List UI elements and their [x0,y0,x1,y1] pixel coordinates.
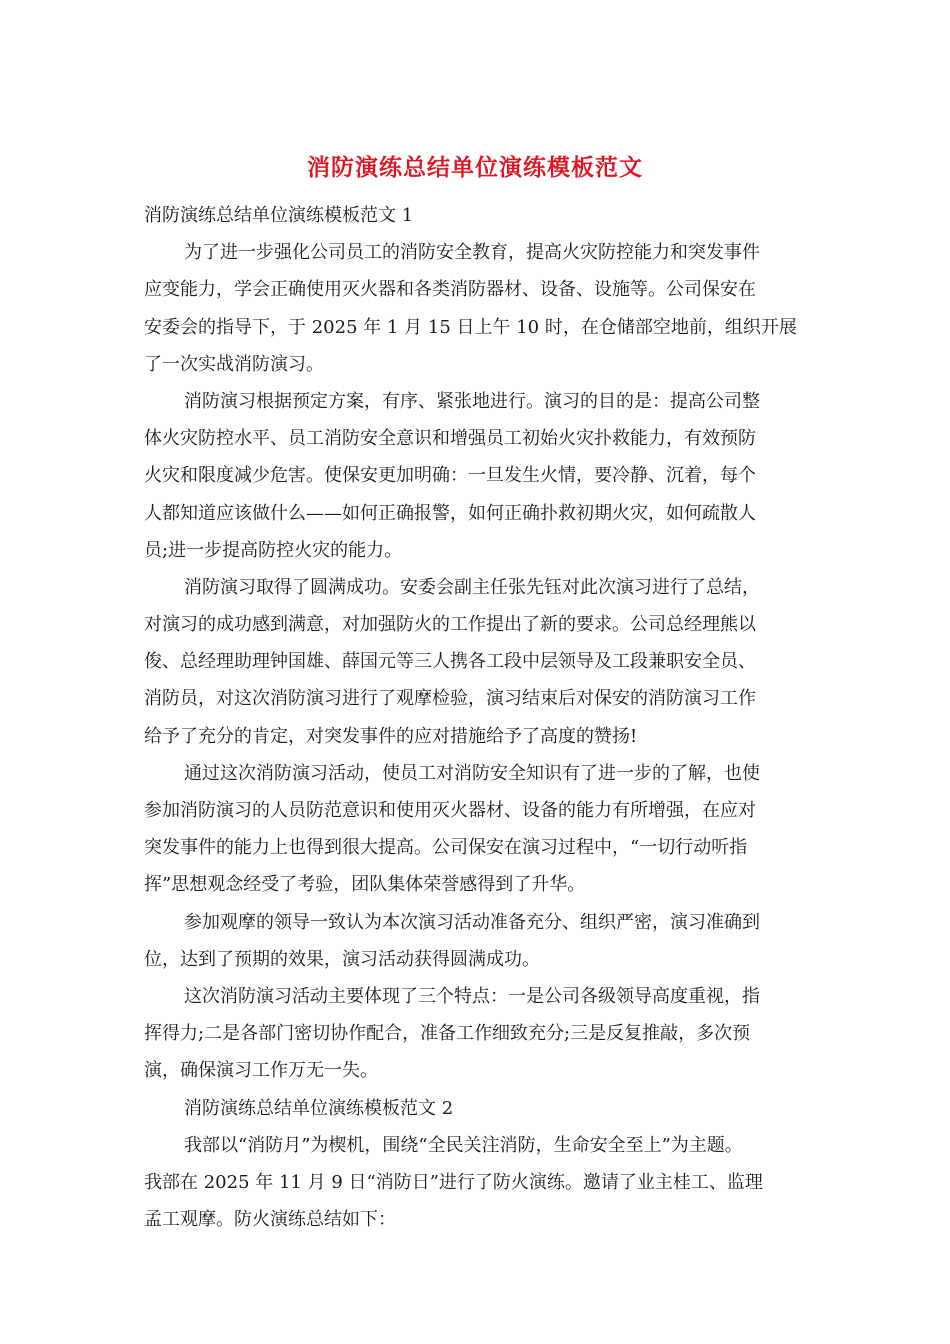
text-line: 我部在 2025 年 11 月 9 日“消防日”进行了防火演练。邀请了业主桂工、监理 [144,1171,763,1193]
text-line: 挥得力;二是各部门密切协作配合，准备工作细致充分;三是反复推敲，多次预 [144,1023,751,1045]
text-line: 这次消防演习活动主要体现了三个特点：一是公司各级领导高度重视，指 [184,985,760,1007]
text-line: 为了进一步强化公司员工的消防安全教育，提高火灾防控能力和突发事件 [184,242,760,264]
text-line: 了一次实战消防演习。 [144,353,324,375]
text-line: 孟工观摩。防火演练总结如下： [144,1209,396,1231]
document-body [144,197,808,1238]
text-line: 消防演习根据预定方案，有序、紧张地进行。演习的目的是：提高公司整 [184,390,760,412]
document-title: 消防演练总结单位演练模板范文 [307,154,643,181]
text-line: 我部以“消防月”为楔机，围绕“全民关注消防，生命安全至上”为主题。 [184,1134,743,1156]
text-line: 参加观摩的领导一致认为本次演习活动准备充分、组织严密，演习准确到 [184,911,760,933]
text-line: 安委会的指导下，于 2025 年 1 月 15 日上午 10 时，在仓储部空地前，组织开展 [144,316,797,338]
text-line: 消防演练总结单位演练模板范文 1 [144,205,414,226]
text-line: 人都知道应该做什么——如何正确报警，如何正确扑救初期火灾，如何疏散人 [144,502,756,524]
text-line: 体火灾防控水平、员工消防安全意识和增强员工初始火灾扑救能力，有效预防 [144,428,756,450]
text-line: 挥”思想观念经受了考验，团队集体荣誉感得到了升华。 [144,874,586,896]
text-line: 位，达到了预期的效果，演习活动获得圆满成功。 [144,948,540,970]
text-line: 对演习的成功感到满意，对加强防火的工作提出了新的要求。公司总经理熊以 [144,614,756,636]
text-line: 消防演习取得了圆满成功。安委会副主任张先钰对此次演习进行了总结， [184,576,760,598]
text-line: 参加消防演习的人员防范意识和使用灭火器材、设备的能力有所增强，在应对 [144,800,756,821]
text-line: 通过这次消防演习活动，使员工对消防安全知识有了进一步的了解，也使 [184,762,760,784]
text-line: 俊、总经理助理钟国雄、薛国元等三人携各工段中层领导及工段兼职安全员、 [144,651,756,673]
text-line: 消防员，对这次消防演习进行了观摩检验，演习结束后对保安的消防演习工作 [144,688,756,710]
text-line: 应变能力，学会正确使用灭火器和各类消防器材、设备、设施等。公司保安在 [144,279,756,301]
text-line: 演，确保演习工作万无一失。 [144,1060,378,1082]
text-line: 消防演练总结单位演练模板范文 2 [184,1097,454,1119]
text-line: 突发事件的能力上也得到很大提高。公司保安在演习过程中，“一切行动听指 [144,837,748,859]
text-line: 火灾和限度减少危害。使保安更加明确：一旦发生火情，要冷静、沉着，每个 [144,465,756,487]
text-line: 员;进一步提高防控火灾的能力。 [144,539,403,561]
text-line: 给予了充分的肯定，对突发事件的应对措施给予了高度的赞扬! [144,725,638,747]
